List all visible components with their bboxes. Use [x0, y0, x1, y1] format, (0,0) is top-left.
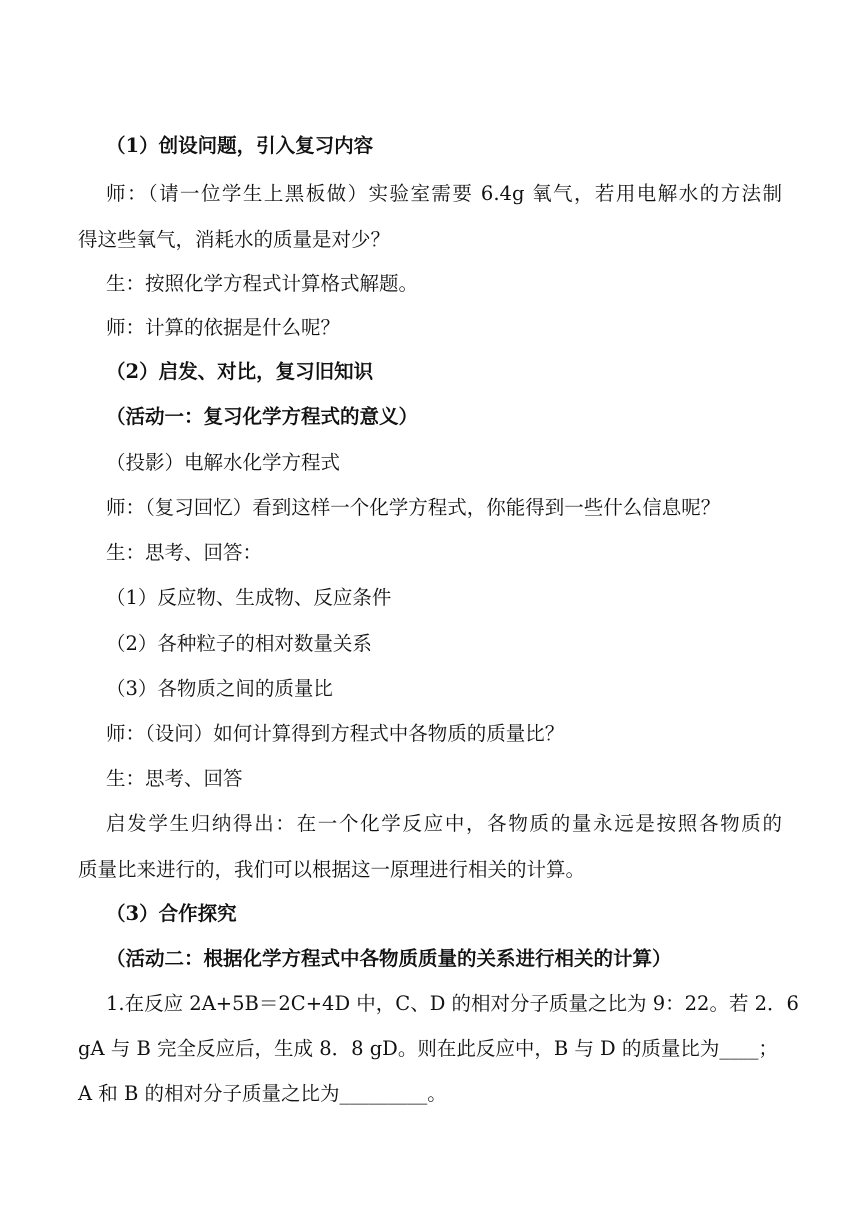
list-item: （2）各种粒子的相对数量关系	[106, 632, 372, 655]
activity-heading-1: （活动一：复习化学方程式的意义）	[106, 405, 419, 428]
paragraph-line: （投影）电解水化学方程式	[106, 451, 341, 474]
exercise-line: gA 与 B 完全反应后，生成 8．8 gD。则在此反应中，B 与 D 的质量比为____；	[78, 1037, 778, 1060]
list-item: （1）反应物、生成物、反应条件	[106, 586, 392, 609]
paragraph-line: 生：思考、回答	[106, 767, 243, 790]
paragraph-line: 师：计算的依据是什么呢？	[106, 316, 341, 339]
section-heading-1: （1）创设问题，引入复习内容	[106, 134, 374, 157]
paragraph-line: 生：按照化学方程式计算格式解题。	[106, 272, 419, 295]
paragraph-line: 师：（请一位学生上黑板做）实验室需要 6.4g 氧气，若用电解水的方法制	[106, 182, 782, 205]
paragraph-line: 得这些氧气，消耗水的质量是对少？	[78, 228, 391, 251]
section-heading-2: （2）启发、对比，复习旧知识	[106, 360, 374, 383]
paragraph-line: 师：（设问）如何计算得到方程式中各物质的质量比？	[106, 722, 565, 745]
exercise-line: A 和 B 的相对分子质量之比为_________。	[78, 1082, 447, 1105]
exercise-line: 1.在反应 2A+5B＝2C+4D 中，C、D 的相对分子质量之比为 9：22。若 2．6	[106, 992, 799, 1015]
paragraph-line: 师：（复习回忆）看到这样一个化学方程式，你能得到一些什么信息呢？	[106, 496, 721, 519]
section-heading-3: （3）合作探究	[106, 902, 237, 925]
paragraph-line: 生：思考、回答：	[106, 541, 263, 564]
paragraph-line: 启发学生归纳得出：在一个化学反应中，各物质的量永远是按照各物质的	[106, 812, 782, 835]
paragraph-line: 质量比来进行的，我们可以根据这一原理进行相关的计算。	[78, 858, 586, 881]
list-item: （3）各物质之间的质量比	[106, 677, 333, 700]
activity-heading-2: （活动二：根据化学方程式中各物质质量的关系进行相关的计算）	[106, 947, 672, 970]
